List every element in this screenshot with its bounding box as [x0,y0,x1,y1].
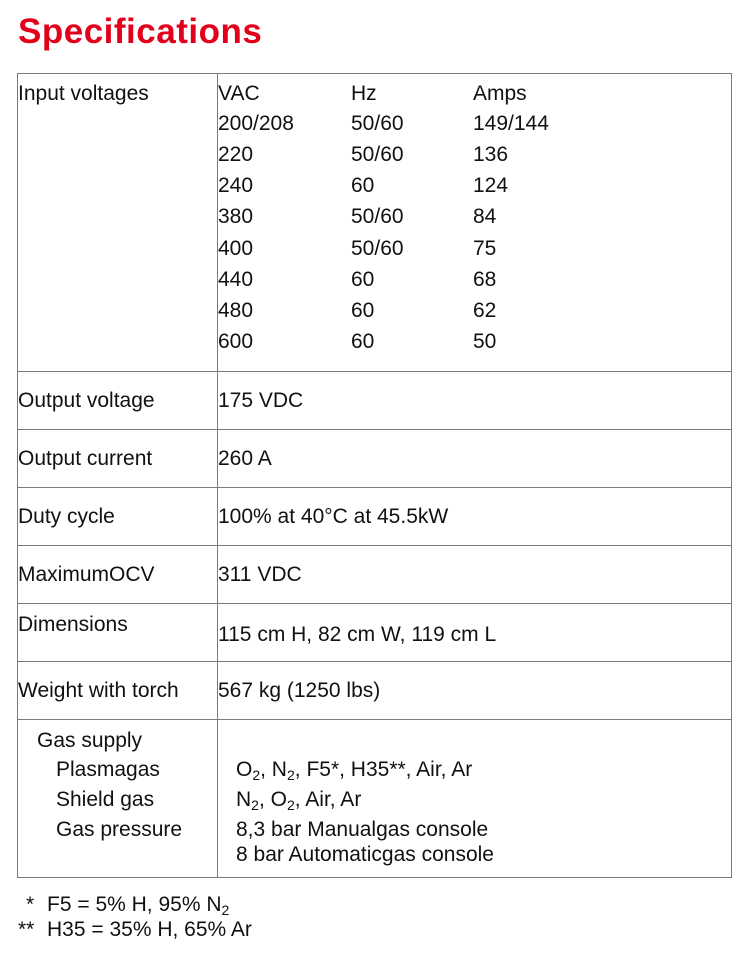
gas-pressure-manual: 8,3 bar Manualgas console [236,818,489,841]
vac-cell: 440 [218,268,254,291]
amps-cell: 50 [473,330,497,353]
weight-label: Weight with torch [18,662,218,720]
amps-cell: 149/144 [473,112,549,135]
row-weight [18,662,732,720]
gas-pressure-label: Gas pressure [56,818,183,841]
spec-table [17,73,732,878]
plasma-gas-label: Plasmagas [56,758,160,781]
hz-cell: 50/60 [351,205,404,228]
plasma-gas-value: $O_2$, $N_2$, F5*, H35**, Air, Ar [236,758,473,783]
hz-cell: 50/60 [351,143,404,166]
vac-cell: 400 [218,237,254,260]
shield-gas-value: $N_2$, $O_2$, Air, Ar [236,788,362,813]
hz-cell: 60 [351,174,375,197]
row-max-ocv [18,546,732,604]
duty-cycle-value: 100% at 40°C at 45.5kW [218,488,732,546]
amps-cell: 75 [473,237,497,260]
row-output-voltage [18,372,732,430]
output-current-value: 260 A [218,430,732,488]
amps-cell: 136 [473,143,509,166]
row-output-current [18,430,732,488]
page-title: Specifications [18,12,263,51]
hz-cell: 50/60 [351,112,404,135]
amps-cell: 124 [473,174,509,197]
max-ocv-value: 311 VDC [218,546,732,604]
row-gas-supply [18,720,732,878]
dimensions-label: Dimensions [18,613,128,636]
hz-cell: 60 [351,299,375,322]
footnote-h35: H35 = 35% H, 65% Ar [47,918,252,941]
hz-cell: 60 [351,330,375,353]
row-duty-cycle [18,488,732,546]
amps-cell: 62 [473,299,497,322]
header-amps: Amps [473,82,527,105]
hz-cell: 60 [351,268,375,291]
row-input-voltages [18,74,732,372]
output-voltage-value: 175 VDC [218,372,732,430]
vac-cell: 220 [218,143,254,166]
duty-cycle-label: Duty cycle [18,488,218,546]
max-ocv-label: MaximumOCV [18,546,218,604]
gas-supply-label: Gas supply [37,729,143,752]
voltage-table [218,83,731,371]
shield-gas-label: Shield gas [56,788,155,811]
gas-pressure-automatic: 8 bar Automaticgas console [236,843,494,866]
footnote-f5: F5 = 5% H, 95% $N_2$ [47,893,230,918]
row-dimensions [18,604,732,662]
amps-cell: 68 [473,268,497,291]
amps-cell: 84 [473,205,497,228]
header-vac: VAC [218,82,260,105]
input-voltages-label: Input voltages [18,82,149,105]
vac-cell: 240 [218,174,254,197]
footnote-f5-mark: * [26,893,35,916]
vac-cell: 380 [218,205,254,228]
hz-cell: 50/60 [351,237,404,260]
output-current-label: Output current [18,430,218,488]
vac-cell: 480 [218,299,254,322]
output-voltage-label: Output voltage [18,372,218,430]
header-hz: Hz [351,82,377,105]
vac-cell: 600 [218,330,254,353]
vac-cell: 200/208 [218,112,294,135]
dimensions-value: 115 cm H, 82 cm W, 119 cm L [218,623,497,646]
weight-value: 567 kg (1250 lbs) [218,662,732,720]
footnote-h35-mark: ** [18,918,35,941]
